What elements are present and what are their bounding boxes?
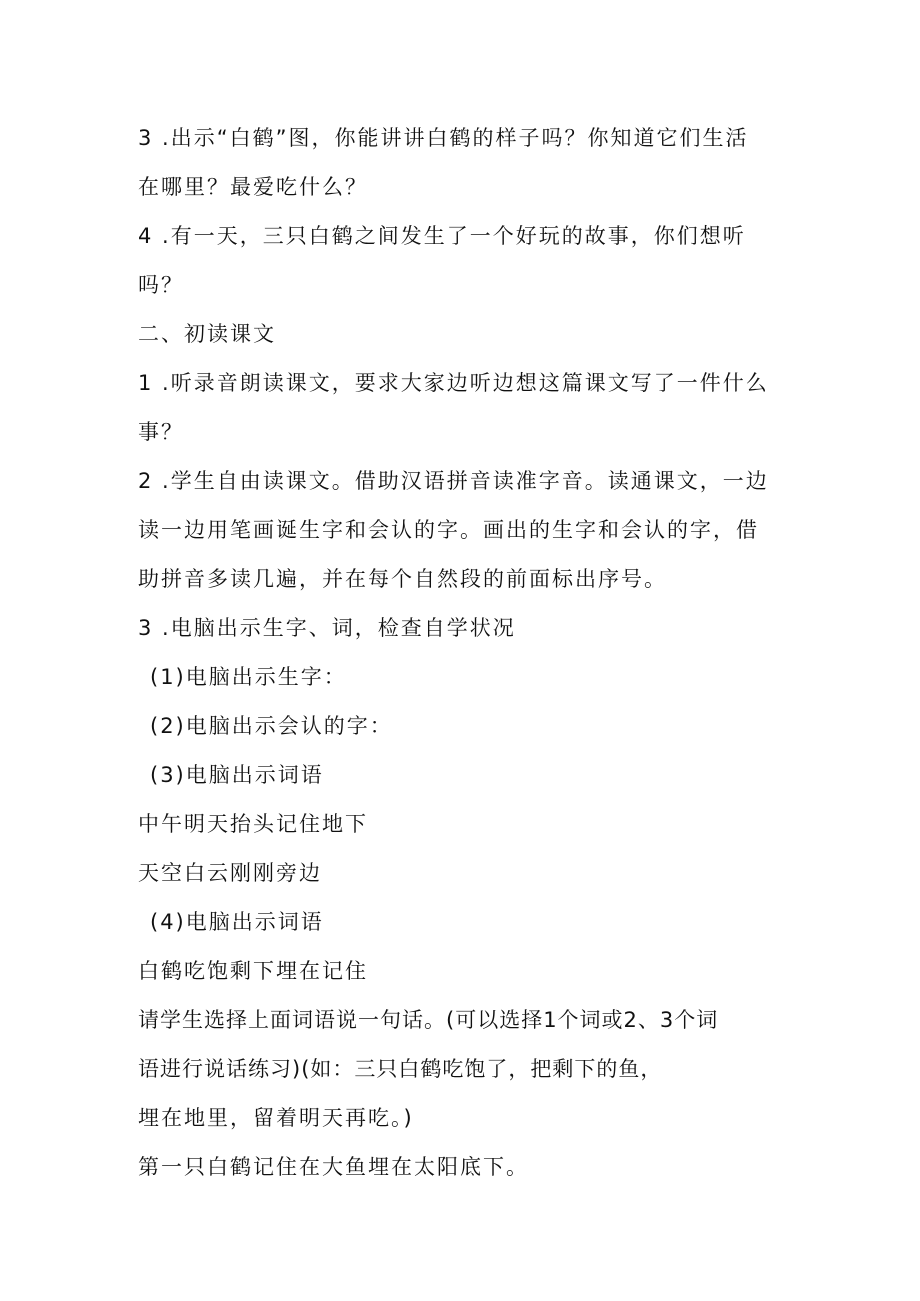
text-line-21: 埋在地里，留着明天再吃。) — [138, 1106, 414, 1130]
text-line-4: 吗？ — [138, 273, 184, 297]
section-heading: 二、初读课文 — [138, 322, 276, 346]
text-line-20: 语进行说话练习)(如：三只白鹤吃饱了，把剩下的鱼， — [138, 1057, 663, 1081]
word-list-3: 白鹤吃饱剩下埋在记住 — [138, 959, 368, 983]
sub-item-2: (2)电脑出示会认的字： — [150, 714, 393, 738]
text-line-3: 4 .有一天，三只白鹤之间发生了一个好玩的故事，你们想听 — [138, 224, 746, 248]
text-line-2: 在哪里？最爱吃什么？ — [138, 175, 368, 199]
text-line-22: 第一只白鹤记住在大鱼埋在太阳底下。 — [138, 1155, 529, 1179]
text-line-8: 2 .学生自由读课文。借助汉语拼音读准字音。读通课文，一边 — [138, 469, 769, 493]
text-line-10: 助拼音多读几遍，并在每个自然段的前面标出序号。 — [138, 567, 667, 591]
text-line-11: 3 .电脑出示生字、词，检查自学状况 — [138, 616, 516, 640]
text-line-7: 事？ — [138, 420, 184, 444]
word-list-1: 中午明天抬头记住地下 — [138, 812, 368, 836]
text-line-9: 读一边用笔画诞生字和会认的字。画出的生字和会认的字，借 — [138, 518, 759, 542]
text-line-1: 3 .出示“白鹤”图，你能讲讲白鹤的样子吗？你知道它们生活 — [138, 126, 749, 150]
word-list-2: 天空白云刚刚旁边 — [138, 861, 322, 885]
text-line-19: 请学生选择上面词语说一句话。(可以选择1个词或2、3个词 — [138, 1008, 719, 1032]
sub-item-4: (4)电脑出示词语 — [150, 910, 324, 934]
sub-item-3: (3)电脑出示词语 — [150, 763, 324, 787]
text-line-6: 1 .听录音朗读课文，要求大家边听边想这篇课文写了一件什么 — [138, 371, 769, 395]
sub-item-1: (1)电脑出示生字： — [150, 665, 347, 689]
